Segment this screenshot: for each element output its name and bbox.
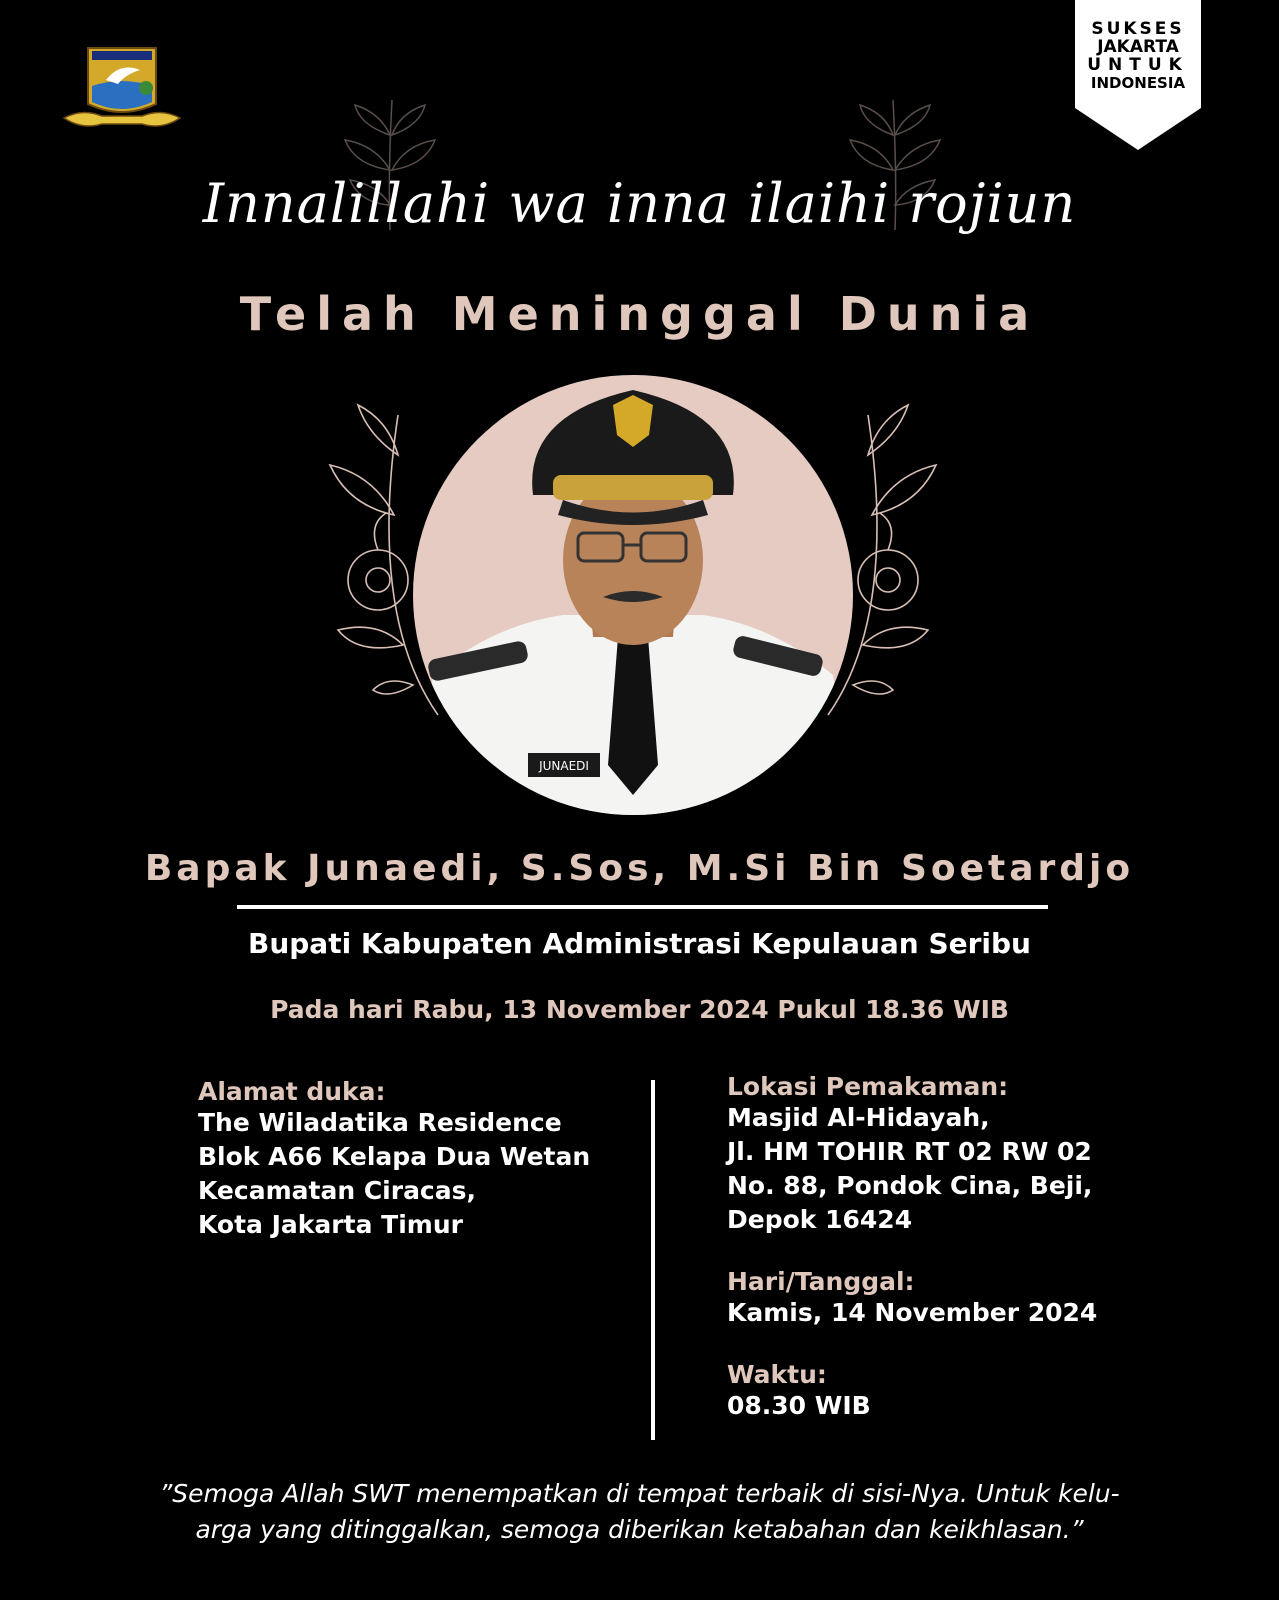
burial-location-line: Jl. HM TOHIR RT 02 RW 02 — [727, 1137, 1092, 1166]
burial-location-line: Depok 16424 — [727, 1205, 913, 1234]
badge-line: JAKARTA — [1097, 37, 1179, 57]
burial-location-line: No. 88, Pondok Cina, Beji, — [727, 1171, 1093, 1200]
badge-line: UNTUK — [1087, 55, 1189, 75]
address-label: Alamat duka: — [198, 1077, 386, 1106]
main-heading: Telah Meninggal Dunia — [239, 287, 1040, 341]
condolence-script-title: Innalillahi wa inna ilaihi rojiun — [202, 172, 1077, 235]
burial-time-label: Waktu: — [727, 1360, 827, 1389]
burial-section — [727, 1072, 1227, 1453]
regency-logo — [62, 46, 182, 136]
badge-line: SUKSES — [1091, 19, 1185, 39]
burial-time-value: 08.30 WIB — [727, 1391, 871, 1420]
address-line: The Wiladatika Residence — [198, 1108, 562, 1137]
address-line: Kota Jakarta Timur — [198, 1210, 463, 1239]
deceased-position: Bupati Kabupaten Administrasi Kepulauan Seribu — [247, 927, 1031, 960]
quote-line: arga yang ditinggalkan, semoga diberikan ketabahan dan keikhlasan.” — [195, 1515, 1084, 1544]
burial-date-label: Hari/Tanggal: — [727, 1267, 915, 1296]
prayer-quote — [0, 1476, 1279, 1548]
burial-date-value: Kamis, 14 November 2024 — [727, 1298, 1098, 1327]
address-line: Kecamatan Ciracas, — [198, 1176, 477, 1205]
death-date-line: Pada hari Rabu, 13 November 2024 Pukul 18.36 WIB — [270, 995, 1009, 1024]
portrait-photo — [413, 375, 853, 815]
burial-location-line: Masjid Al-Hidayah, — [727, 1103, 990, 1132]
name-tag: JUNAEDI — [539, 759, 589, 773]
column-divider — [651, 1080, 655, 1440]
quote-line: ”Semoga Allah SWT menempatkan di tempat terbaik di sisi-Nya. Untuk kelu- — [159, 1479, 1120, 1508]
sukses-jakarta-badge — [1075, 0, 1201, 150]
address-line: Blok A66 Kelapa Dua Wetan — [198, 1142, 591, 1171]
address-section — [198, 1077, 628, 1242]
badge-line: INDONESIA — [1090, 74, 1186, 92]
burial-location-label: Lokasi Pemakaman: — [727, 1072, 1009, 1101]
name-underline — [237, 905, 1048, 909]
deceased-name: Bapak Junaedi, S.Sos, M.Si Bin Soetardjo — [144, 848, 1135, 889]
